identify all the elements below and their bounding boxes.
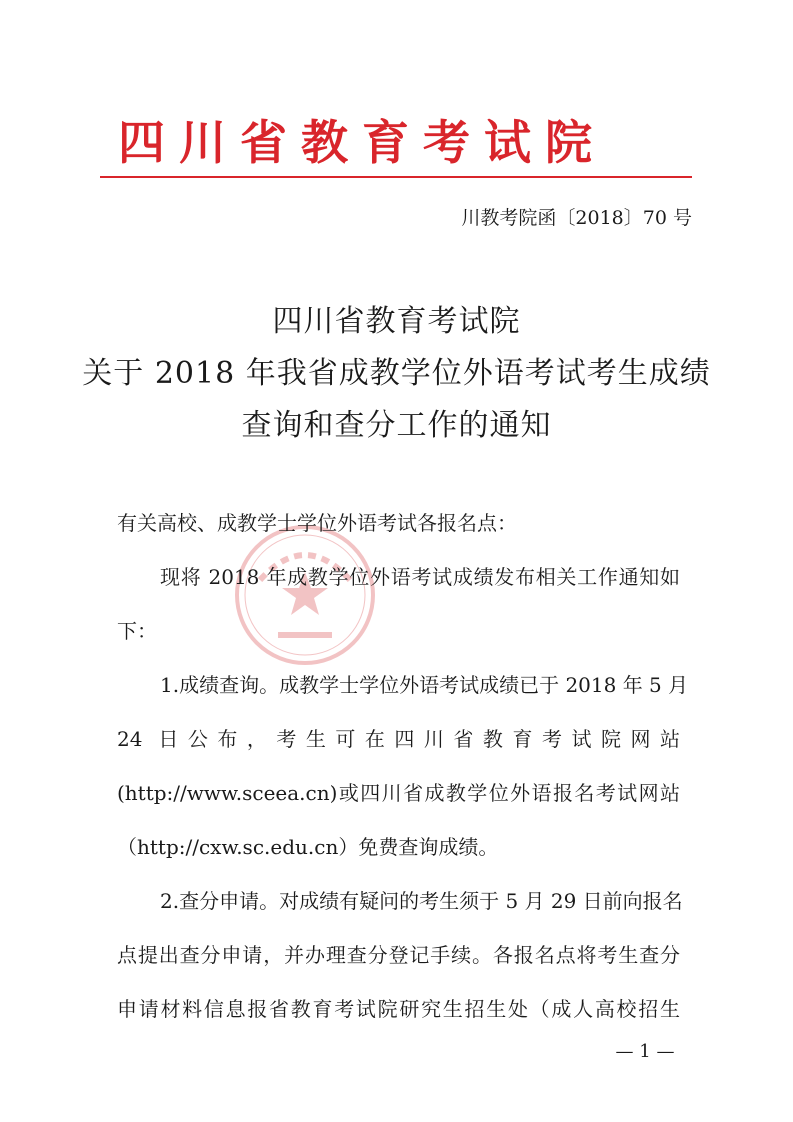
intro-paragraph-line: 现将 2018 年成教学位外语考试成绩发布相关工作通知如 (160, 565, 680, 589)
org-header-title: 四川省教育考试院 (118, 116, 606, 171)
intro-paragraph-line: 下： (117, 619, 157, 643)
item1-paragraph-line: (http://www.sceea.cn)或四川省成教学位外语报名考试网站 (117, 781, 680, 805)
addressee-line: 有关高校、成教学士学位外语考试各报名点： (117, 511, 517, 535)
title-line-1: 四川省教育考试院 (272, 304, 521, 339)
item1-paragraph-line: （http://cxw.sc.edu.cn）免费查询成绩。 (117, 835, 499, 859)
title-line-3: 查询和查分工作的通知 (241, 408, 552, 443)
item2-paragraph-line: 点提出查分申请，并办理查分登记手续。各报名点将考生查分 (117, 943, 680, 967)
item1-paragraph-line: 24 日公布，考生可在四川省教育考试院网站 (117, 727, 680, 751)
item2-paragraph-line: 2.查分申请。对成绩有疑问的考生须于 5 月 29 日前向报名 (160, 889, 683, 913)
header-red-rule (100, 176, 692, 178)
document-number: 川教考院函〔2018〕70 号 (461, 207, 692, 229)
page-number: — 1 — (615, 1041, 675, 1062)
notice-title (80, 296, 713, 452)
official-seal-stamp (230, 520, 380, 670)
item2-paragraph-line: 申请材料信息报省教育考试院研究生招生处（成人高校招生 (117, 997, 680, 1021)
item1-paragraph-line: 1.成绩查询。成教学士学位外语考试成绩已于 2018 年 5 月 (160, 673, 689, 697)
title-line-2: 关于 2018 年我省成教学位外语考试考生成绩 (82, 356, 711, 391)
